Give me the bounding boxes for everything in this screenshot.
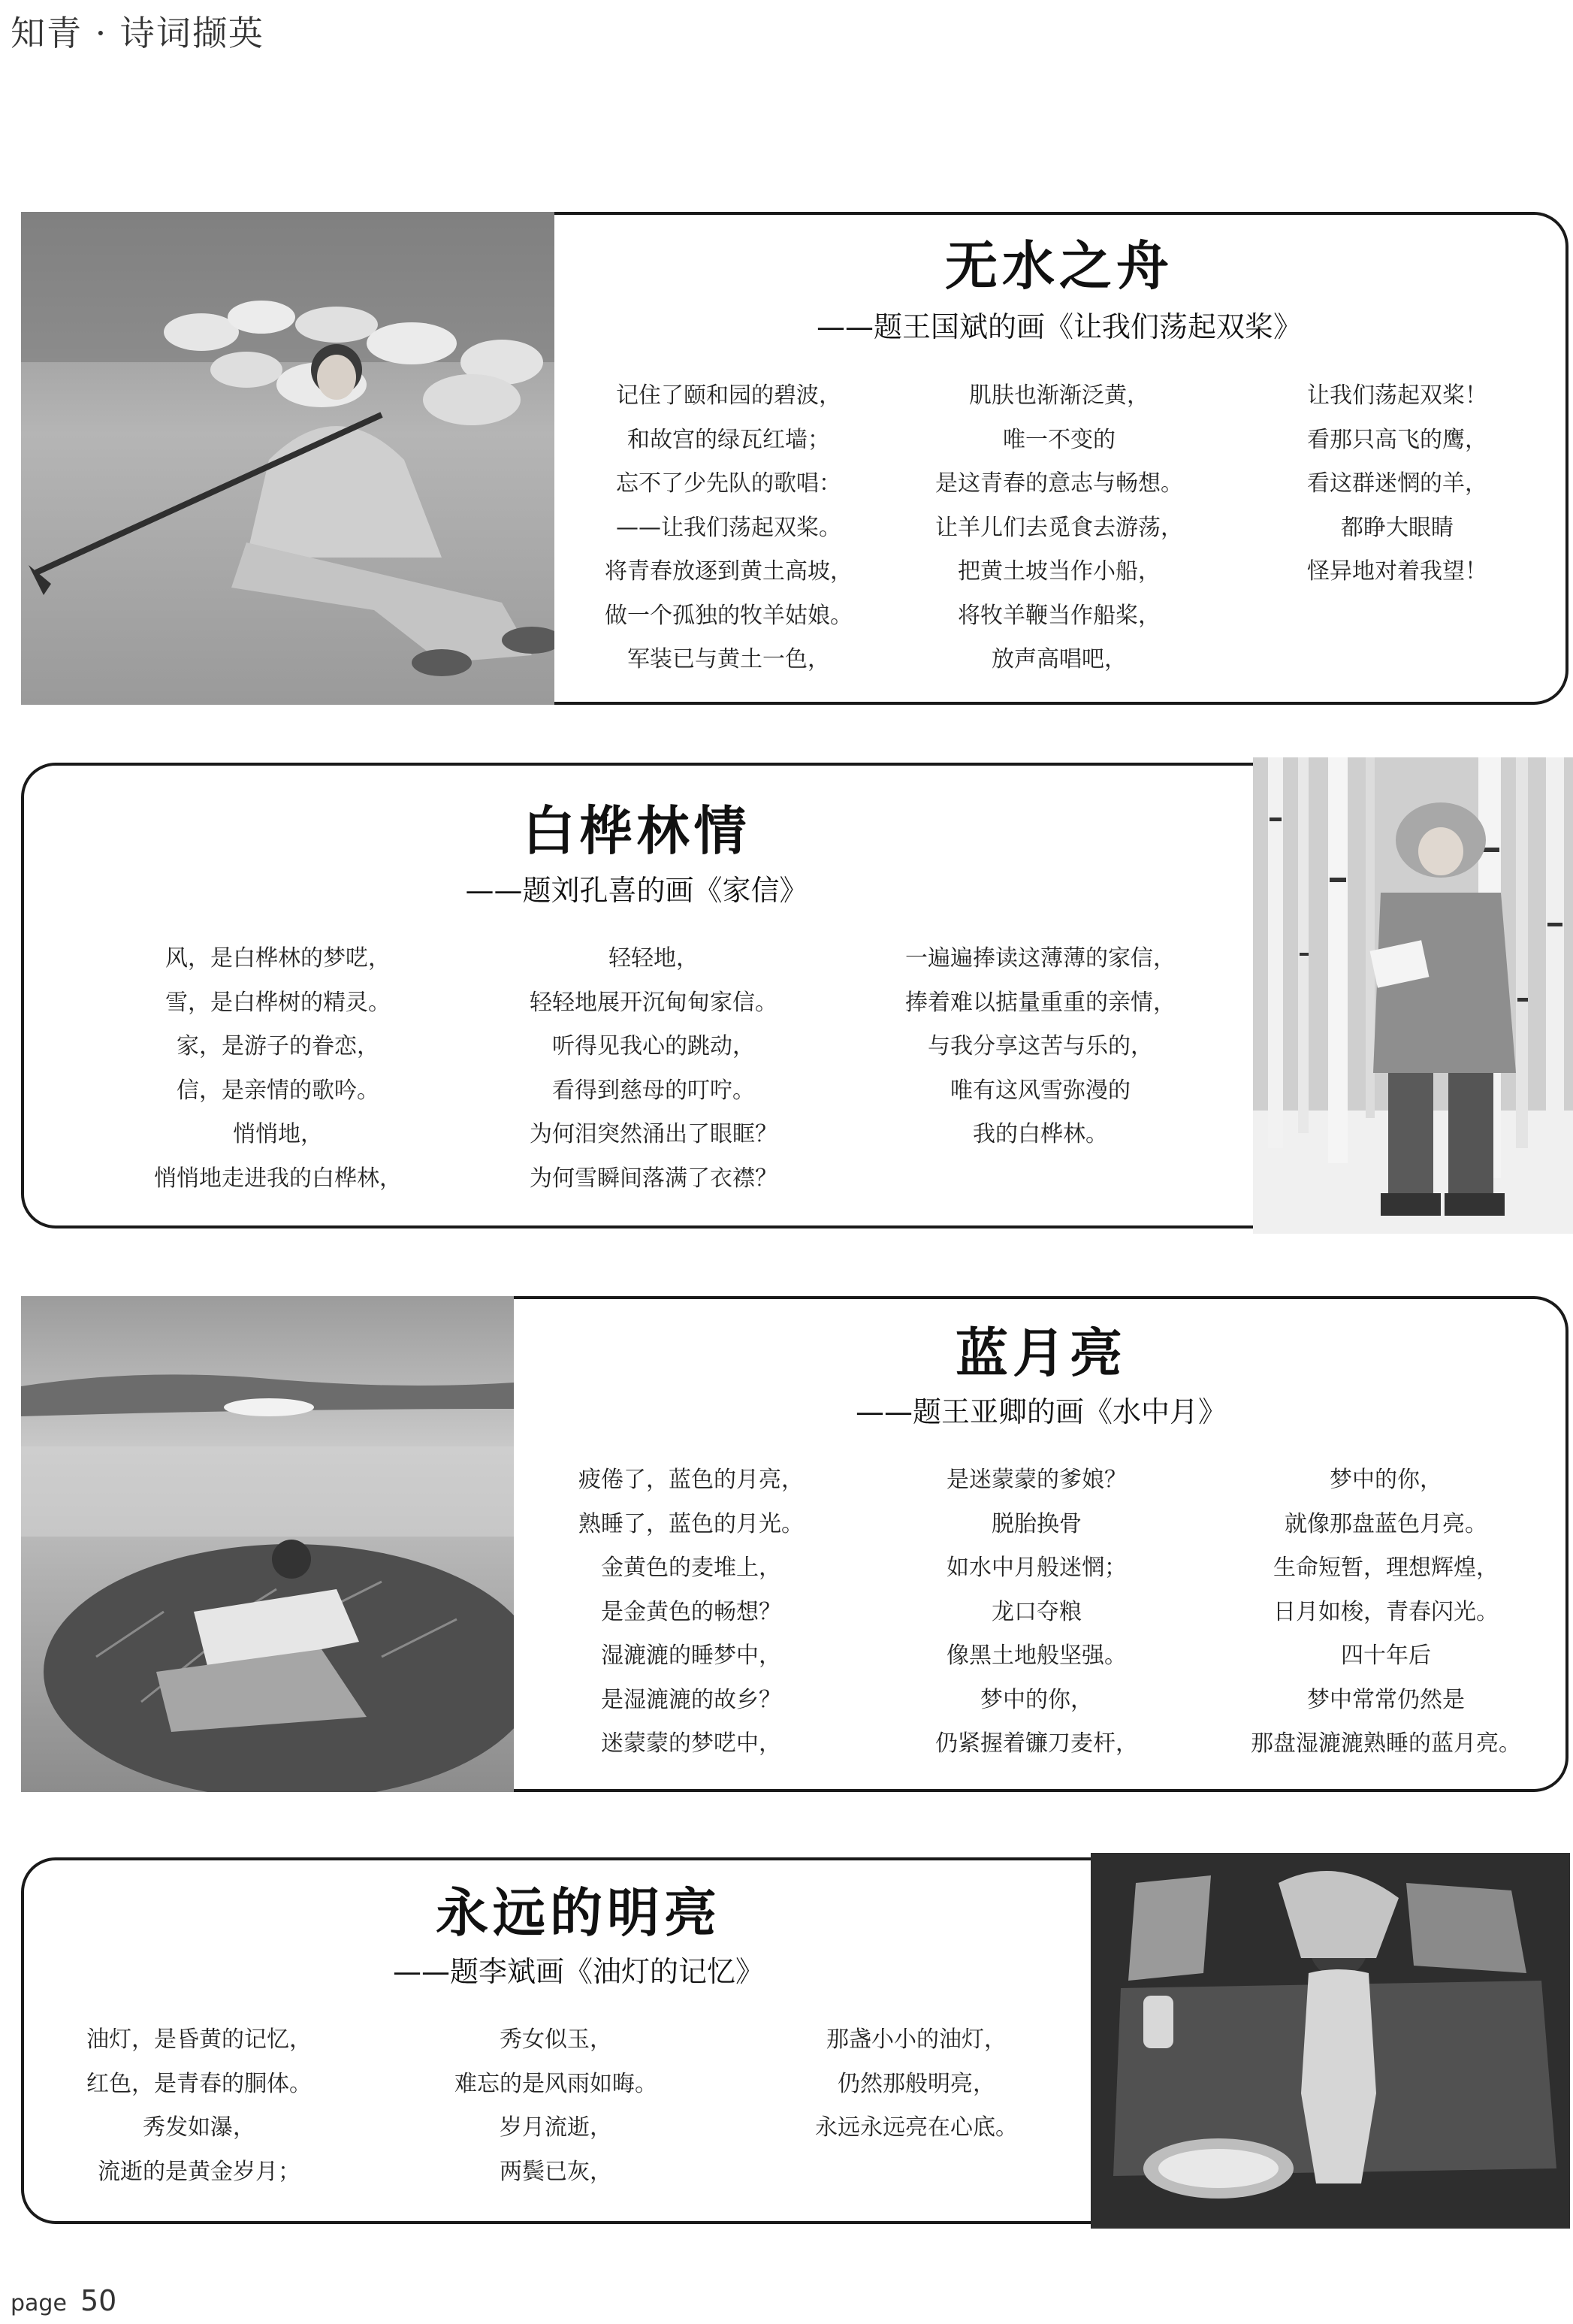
painting-moon-in-water [21, 1296, 514, 1792]
poem-line: 我的白桦林。 [973, 1121, 1108, 1147]
poem-line: 唯一不变的 [1003, 426, 1116, 453]
poem-line: 是湿漉漉的故乡？ [601, 1686, 781, 1713]
poem-line: 梦中常常仍然是 [1307, 1686, 1465, 1713]
poem-line: 那盘湿漉漉熟睡的蓝月亮。 [1251, 1730, 1521, 1757]
poem-line: 就像那盘蓝色月亮。 [1285, 1510, 1487, 1537]
poem-subtitle: ——题李斌画《油灯的记忆》 [392, 1955, 764, 1988]
painting-oil-lamp [1091, 1853, 1570, 2229]
poem-line: 悄悄地， [233, 1121, 323, 1147]
poem-title: 永远的明亮 [436, 1882, 721, 1944]
poem-line: 永远永远亮在心底。 [815, 2114, 1018, 2141]
page-label: page [11, 2290, 67, 2316]
poem-line: 油灯，是昏黄的记忆， [86, 2026, 312, 2053]
poem-line: 是金黄色的畅想？ [601, 1598, 781, 1625]
poem-line: 做一个孤独的牧羊姑娘。 [605, 602, 853, 629]
poem-3-column-2 [875, 1458, 1198, 1766]
poem-subtitle: ——题刘孔喜的画《家信》 [465, 874, 808, 907]
poem-line: 肌肤也渐渐泛黄， [969, 382, 1149, 409]
poem-line: 为何泪突然涌出了眼眶？ [530, 1121, 777, 1147]
poem-1-column-2 [901, 374, 1217, 682]
poem-line: 梦中的你， [980, 1686, 1093, 1713]
poem-line: 把黄土坡当作小船， [958, 558, 1161, 585]
poem-line: 看得到慈母的叮咛。 [552, 1077, 755, 1104]
poem-line: 是迷蒙蒙的爹娘？ [947, 1467, 1127, 1493]
poem-title: 无水之舟 [945, 235, 1173, 297]
poem-line: 流逝的是黄金岁月； [98, 2158, 300, 2185]
poem-4-column-2 [398, 2018, 714, 2194]
poem-line: 看这群迷惘的羊， [1307, 470, 1487, 497]
poem-2-column-3 [853, 937, 1228, 1157]
poem-line: 让我们荡起双桨！ [1307, 382, 1487, 409]
poem-subtitle: ——题王亚卿的画《水中月》 [855, 1395, 1227, 1428]
poem-line: 放声高唱吧， [992, 646, 1127, 672]
poem-line: 家，是游子的眷恋， [177, 1033, 379, 1059]
poem-line: 风，是白桦林的梦呓， [165, 945, 391, 972]
poem-line: 捧着难以掂量重重的亲情， [905, 989, 1176, 1016]
poem-line: 与我分享这苦与乐的， [928, 1033, 1153, 1059]
poem-line: 是这青春的意志与畅想。 [935, 470, 1183, 497]
poem-4-column-1 [41, 2018, 357, 2194]
poem-line: 日月如梭，青春闪光。 [1273, 1598, 1499, 1625]
poem-line: 唯有这风雪弥漫的 [950, 1077, 1131, 1104]
poem-line: 四十年后 [1341, 1643, 1431, 1669]
poem-2-column-2 [481, 937, 826, 1201]
poem-line: 听得见我心的跳动， [552, 1033, 755, 1059]
poem-line: 军装已与黄土一色， [627, 646, 830, 672]
poem-line: 雪，是白桦树的精灵。 [165, 989, 391, 1016]
poem-line: 忘不了少先队的歌唱： [616, 470, 841, 497]
poem-line: 怪异地对着我望！ [1307, 558, 1487, 585]
poem-line: 秀女似玉， [500, 2026, 612, 2053]
poem-line: 轻轻地展开沉甸甸家信。 [530, 989, 777, 1016]
poem-line: 信，是亲情的歌吟。 [177, 1077, 379, 1104]
poem-line: 两鬓已灰， [500, 2158, 612, 2185]
poem-line: 将青春放逐到黄土高坡， [605, 558, 853, 585]
poem-2-column-1 [105, 937, 451, 1201]
poem-4-column-3 [751, 2018, 1082, 2150]
painting-birch-forest [1253, 757, 1573, 1234]
poem-line: 难忘的是风雨如晦。 [454, 2070, 657, 2097]
poem-line: 悄悄地走进我的白桦林， [154, 1165, 402, 1192]
poem-line: 岁月流逝， [500, 2114, 612, 2141]
poem-line: 湿漉漉的睡梦中， [601, 1643, 781, 1669]
poem-line: 一遍遍捧读这薄薄的家信， [905, 945, 1176, 972]
poem-line: 如水中月般迷惘； [947, 1555, 1127, 1581]
poem-title: 白桦林情 [522, 800, 751, 862]
poem-line: 将牧羊鞭当作船桨， [958, 602, 1161, 629]
poem-subtitle: ——题王国斌的画《让我们荡起双桨》 [816, 310, 1302, 343]
poem-line: 和故宫的绿瓦红墙； [627, 426, 830, 453]
poem-line: 那盏小小的油灯， [826, 2026, 1007, 2053]
poem-line: 脱胎换骨 [992, 1510, 1082, 1537]
painting-shepherd-girl [21, 212, 554, 705]
poem-line: 金黄色的麦堆上， [601, 1555, 781, 1581]
poem-line: 迷蒙蒙的梦呓中， [601, 1730, 781, 1757]
poem-title: 蓝月亮 [956, 1322, 1127, 1384]
poem-line: 都睁大眼睛 [1341, 514, 1454, 541]
poem-line: 秀发如瀑， [143, 2114, 255, 2141]
poem-line: 红色，是青春的胴体。 [86, 2070, 312, 2097]
poem-line: 仍然那般明亮， [838, 2070, 995, 2097]
page-footer [11, 2284, 116, 2317]
poem-line: 生命短暂，理想辉煌， [1273, 1555, 1499, 1581]
poem-line: 让羊儿们去觅食去游荡， [935, 514, 1183, 541]
section-header: 知青 · 诗词撷英 [11, 13, 264, 53]
poem-1-column-3 [1239, 374, 1555, 594]
poem-3-column-1 [530, 1458, 853, 1766]
poem-line: 记住了颐和园的碧波， [616, 382, 841, 409]
poem-line: ——让我们荡起双桨。 [616, 514, 841, 541]
poem-line: 像黑土地般坚强。 [947, 1643, 1127, 1669]
poem-line: 梦中的你， [1330, 1467, 1442, 1493]
poem-line: 疲倦了，蓝色的月亮， [578, 1467, 804, 1493]
poem-line: 仍紧握着镰刀麦杆， [935, 1730, 1138, 1757]
poem-1-column-1 [571, 374, 886, 682]
poem-line: 熟睡了，蓝色的月光。 [578, 1510, 804, 1537]
poem-line: 龙口夺粮 [992, 1598, 1082, 1625]
page-number: 50 [80, 2284, 117, 2317]
poem-line: 轻轻地， [608, 945, 699, 972]
poem-line: 看那只高飞的鹰， [1307, 426, 1487, 453]
poem-line: 为何雪瞬间落满了衣襟？ [530, 1165, 777, 1192]
poem-3-column-3 [1206, 1458, 1566, 1766]
